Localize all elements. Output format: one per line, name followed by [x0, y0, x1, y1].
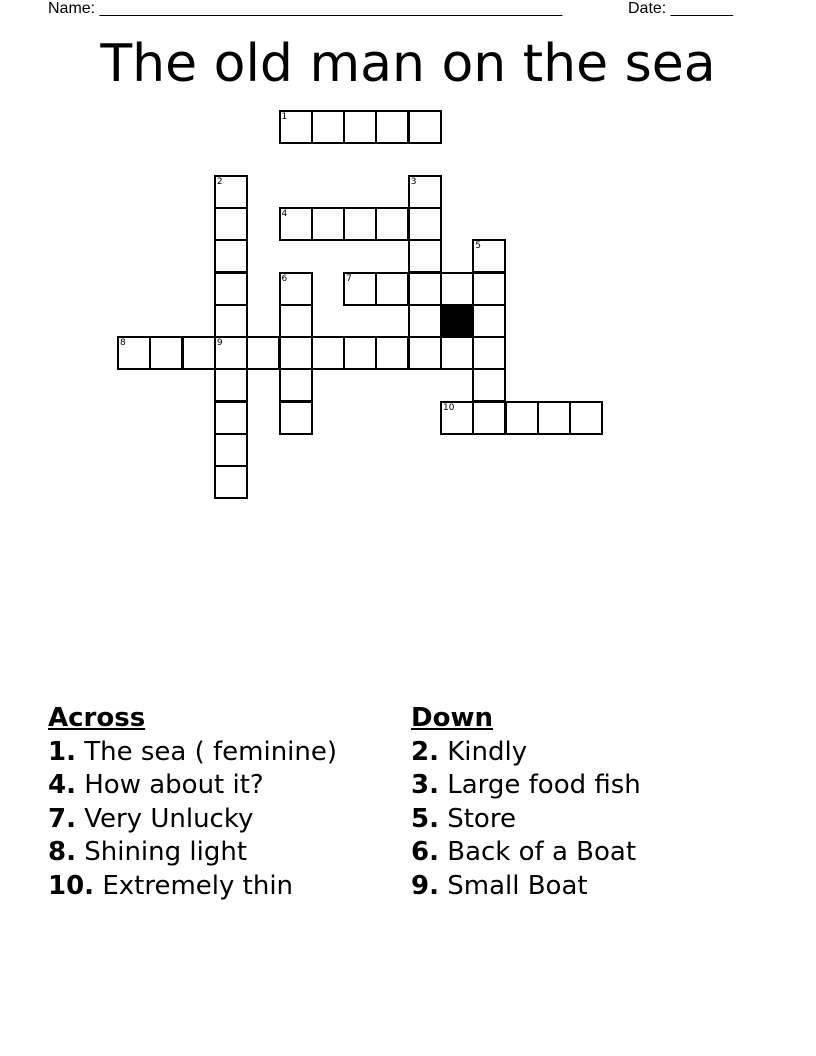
clue-number: 4. [48, 770, 76, 800]
cell-number: 10 [443, 402, 455, 413]
clue-down-2 [411, 736, 641, 770]
crossword-cell[interactable] [279, 207, 313, 241]
clue-number: 7. [48, 803, 76, 834]
clue-number: 3. [411, 770, 439, 800]
crossword-cell[interactable] [408, 336, 442, 370]
cell-number: 9 [216, 338, 223, 349]
clue-down-6 [411, 836, 641, 870]
crossword-cell[interactable] [472, 304, 506, 338]
crossword-cell[interactable] [472, 368, 506, 402]
clue-text: Store [438, 803, 516, 834]
crossword-cell[interactable] [214, 465, 248, 499]
crossword-cell[interactable] [408, 239, 442, 273]
cell-number: 2 [216, 176, 223, 187]
clue-text: Very Unlucky [75, 803, 254, 834]
clue-across-7 [48, 803, 337, 837]
crossword-cell[interactable] [472, 336, 506, 370]
clue-down-9 [411, 870, 641, 904]
crossword-cell[interactable] [408, 207, 442, 241]
crossword-cell[interactable] [182, 336, 216, 370]
crossword-cell[interactable] [569, 401, 603, 435]
crossword-cell[interactable] [214, 368, 248, 402]
crossword-cell[interactable] [311, 110, 345, 144]
crossword-cell[interactable] [214, 272, 248, 306]
crossword-cell[interactable] [279, 368, 313, 402]
crossword-cell[interactable] [279, 304, 313, 338]
crossword-cell[interactable] [214, 336, 248, 370]
cell-number: 1 [281, 112, 288, 122]
crossword-cell[interactable] [343, 272, 377, 306]
clue-text: Large food fish [438, 770, 641, 800]
crossword-cell[interactable] [117, 336, 151, 370]
crossword-cell[interactable] [375, 110, 409, 144]
clue-across-1 [48, 736, 337, 770]
name-field[interactable]: Name: ____________________________________________________ [48, 0, 563, 17]
crossword-cell[interactable] [343, 207, 377, 241]
crossword-cell[interactable] [375, 272, 409, 306]
clue-across-8 [48, 836, 337, 870]
crossword-cell[interactable] [214, 207, 248, 241]
cell-number: 3 [410, 176, 417, 187]
clue-text: The sea ( feminine) [75, 736, 338, 767]
clue-number: 6. [411, 837, 439, 867]
crossword-cell[interactable] [472, 239, 506, 273]
clue-text: Small Boat [438, 870, 588, 901]
cell-number: 8 [120, 338, 126, 349]
clue-text: Kindly [438, 736, 528, 767]
crossword-cell[interactable] [149, 336, 183, 370]
crossword-cell[interactable] [246, 336, 280, 370]
clue-text: Extremely thin [94, 870, 294, 901]
crossword-cell[interactable] [343, 336, 377, 370]
clue-number: 2. [411, 736, 439, 767]
crossword-cell[interactable] [214, 433, 248, 467]
crossword-cell[interactable] [279, 272, 313, 306]
down-heading: Down [411, 703, 493, 733]
crossword-cell[interactable] [440, 336, 474, 370]
clue-down-3 [411, 769, 641, 803]
crossword-cell[interactable] [440, 272, 474, 306]
crossword-cell[interactable] [214, 401, 248, 435]
cell-number: 4 [281, 208, 288, 219]
clue-number: 1. [48, 736, 76, 767]
cell-number: 7 [346, 273, 352, 284]
clue-text: Back of a Boat [438, 837, 637, 867]
crossword-cell[interactable] [472, 401, 506, 435]
crossword-cell[interactable] [408, 304, 442, 338]
clue-number: 5. [411, 803, 439, 834]
crossword-cell[interactable] [375, 207, 409, 241]
crossword-cell[interactable] [408, 272, 442, 306]
crossword-cell[interactable] [408, 110, 442, 144]
crossword-cell[interactable] [537, 401, 571, 435]
clue-text: How about it? [75, 770, 264, 800]
date-field[interactable]: Date: _______ [628, 0, 733, 17]
down-clues [411, 702, 641, 903]
blocked-cell [440, 304, 474, 338]
cell-number: 5 [475, 241, 482, 252]
clue-number: 9. [411, 870, 439, 901]
clue-down-5 [411, 803, 641, 837]
cell-number: 6 [281, 273, 288, 284]
crossword-cell[interactable] [279, 336, 313, 370]
crossword-cell[interactable] [505, 401, 539, 435]
crossword-cell[interactable] [311, 207, 345, 241]
crossword-cell[interactable] [279, 110, 313, 144]
page-title: The old man on the sea [100, 34, 716, 94]
crossword-cell[interactable] [375, 336, 409, 370]
crossword-cell[interactable] [214, 304, 248, 338]
clue-text: Shining light [75, 837, 248, 867]
clue-number: 8. [48, 837, 76, 867]
crossword-grid [0, 0, 816, 520]
clue-across-4 [48, 769, 337, 803]
across-heading: Across [48, 703, 146, 733]
crossword-cell[interactable] [343, 110, 377, 144]
crossword-cell[interactable] [440, 401, 474, 435]
across-clues [48, 702, 337, 903]
crossword-cell[interactable] [214, 175, 248, 209]
crossword-cell[interactable] [472, 272, 506, 306]
clue-across-10 [48, 870, 337, 904]
crossword-cell[interactable] [214, 239, 248, 273]
crossword-cell[interactable] [279, 401, 313, 435]
crossword-cell[interactable] [311, 336, 345, 370]
clue-number: 10. [48, 870, 95, 901]
crossword-cell[interactable] [408, 175, 442, 209]
